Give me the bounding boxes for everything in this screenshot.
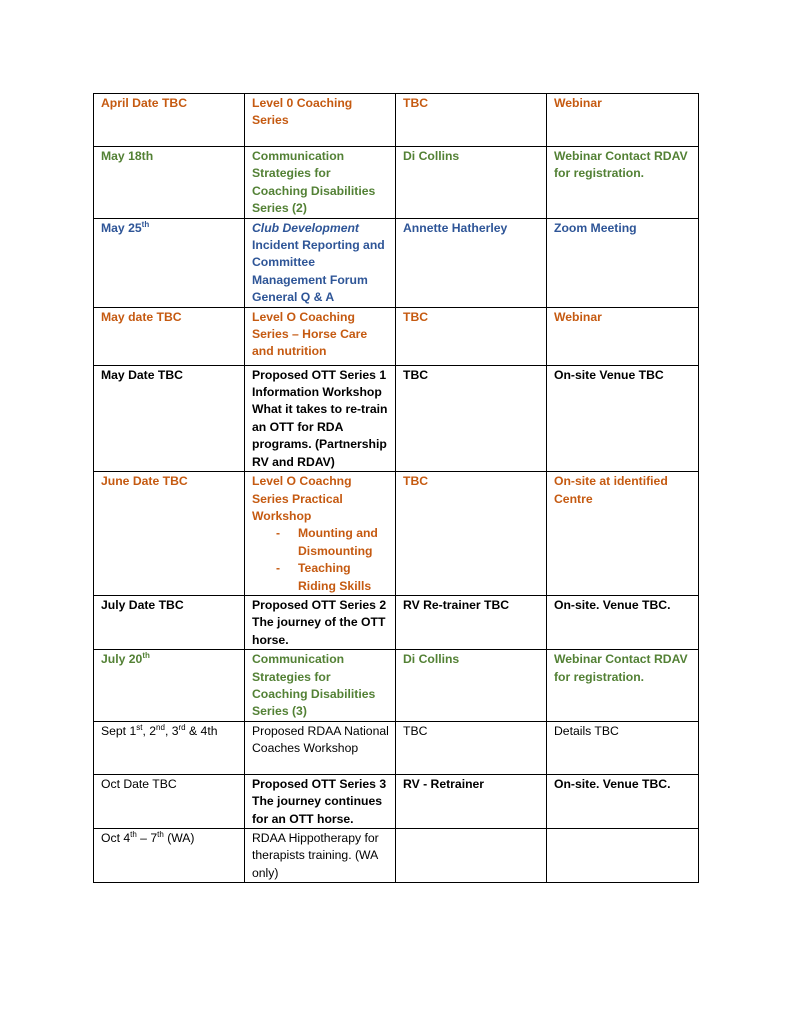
date-cell: June Date TBC xyxy=(94,472,245,596)
date-cell xyxy=(94,829,245,883)
presenter-cell: TBC xyxy=(396,721,547,774)
date-text: Oct 4 xyxy=(101,831,131,845)
presenter-cell: TBC xyxy=(396,94,547,147)
event-cell: Communication Strategies for Coaching Disabilities Series (2) xyxy=(245,147,396,219)
schedule-table xyxy=(93,93,699,883)
date-text: & 4th xyxy=(185,723,218,738)
date-cell: July Date TBC xyxy=(94,595,245,649)
date-text: – 7 xyxy=(136,831,158,845)
venue-cell: On-site Venue TBC xyxy=(547,365,699,471)
presenter-cell: RV - Retrainer xyxy=(396,774,547,828)
date-suffix: th xyxy=(141,219,150,229)
date-suffix: th xyxy=(157,829,164,839)
table-row xyxy=(94,650,699,722)
table-row xyxy=(94,365,699,471)
venue-cell: Webinar Contact RDAV for registration. xyxy=(547,650,699,722)
presenter-cell: Di Collins xyxy=(396,650,547,722)
event-text: Incident Reporting and Committee Management Forum General Q & A xyxy=(252,238,385,305)
date-suffix: nd xyxy=(156,722,165,732)
event-sublist xyxy=(252,525,389,595)
venue-cell: On-site. Venue TBC. xyxy=(547,774,699,828)
date-cell: April Date TBC xyxy=(94,94,245,147)
date-text: July 20 xyxy=(101,652,143,667)
date-cell xyxy=(94,218,245,307)
table-row xyxy=(94,829,699,883)
event-cell xyxy=(245,472,396,596)
list-item: - Teaching Riding Skills xyxy=(276,560,389,595)
date-suffix: st xyxy=(136,722,143,732)
event-cell: Level 0 Coaching Series xyxy=(245,94,396,147)
table-row xyxy=(94,307,699,365)
date-cell xyxy=(94,650,245,722)
venue-cell xyxy=(547,829,699,883)
event-cell: Communication Strategies for Coaching Disabilities Series (3) xyxy=(245,650,396,722)
date-text: (WA) xyxy=(163,831,195,845)
event-cell: Proposed OTT Series 1 Information Workshop What it takes to re-train an OTT for RDA programs. (Partnership RV and RDAV) xyxy=(245,365,396,471)
event-cell: RDAA Hippotherapy for therapists training. (WA only) xyxy=(245,829,396,883)
presenter-cell xyxy=(396,829,547,883)
venue-cell: On-site. Venue TBC. xyxy=(547,595,699,649)
table-row xyxy=(94,218,699,307)
table-row xyxy=(94,774,699,828)
venue-cell: Zoom Meeting xyxy=(547,218,699,307)
date-cell: May 18th xyxy=(94,147,245,219)
event-cell: Proposed OTT Series 2 The journey of the OTT horse. xyxy=(245,595,396,649)
event-cell xyxy=(245,218,396,307)
presenter-cell: RV Re-trainer TBC xyxy=(396,595,547,649)
event-cell: Proposed RDAA National Coaches Workshop xyxy=(245,721,396,774)
presenter-cell: TBC xyxy=(396,472,547,596)
table-row xyxy=(94,94,699,147)
table-row xyxy=(94,472,699,596)
table-row xyxy=(94,595,699,649)
venue-cell: Details TBC xyxy=(547,721,699,774)
date-text: May 25 xyxy=(101,220,142,235)
event-cell: Level O Coaching Series – Horse Care and nutrition xyxy=(245,307,396,365)
venue-cell: Webinar xyxy=(547,94,699,147)
table-row xyxy=(94,721,699,774)
date-suffix: rd xyxy=(178,722,186,732)
venue-cell: Webinar Contact RDAV for registration. xyxy=(547,147,699,219)
date-suffix: th xyxy=(130,829,137,839)
list-item: - Mounting and Dismounting xyxy=(276,525,389,560)
date-cell: Oct Date TBC xyxy=(94,774,245,828)
presenter-cell: TBC xyxy=(396,365,547,471)
venue-cell: Webinar xyxy=(547,307,699,365)
date-text: Sept 1 xyxy=(101,723,137,738)
date-cell xyxy=(94,721,245,774)
date-text: , 3 xyxy=(164,723,179,738)
event-text: Level O Coachng Series Practical Workshop xyxy=(252,474,352,523)
event-heading: Club Development xyxy=(252,220,359,235)
event-cell: Proposed OTT Series 3 The journey continues for an OTT horse. xyxy=(245,774,396,828)
date-cell: May Date TBC xyxy=(94,365,245,471)
presenter-cell: Annette Hatherley xyxy=(396,218,547,307)
presenter-cell: Di Collins xyxy=(396,147,547,219)
date-suffix: th xyxy=(142,651,150,661)
venue-cell: On-site at identified Centre xyxy=(547,472,699,596)
presenter-cell: TBC xyxy=(396,307,547,365)
date-cell: May date TBC xyxy=(94,307,245,365)
table-row xyxy=(94,147,699,219)
date-text: , 2 xyxy=(142,723,157,738)
